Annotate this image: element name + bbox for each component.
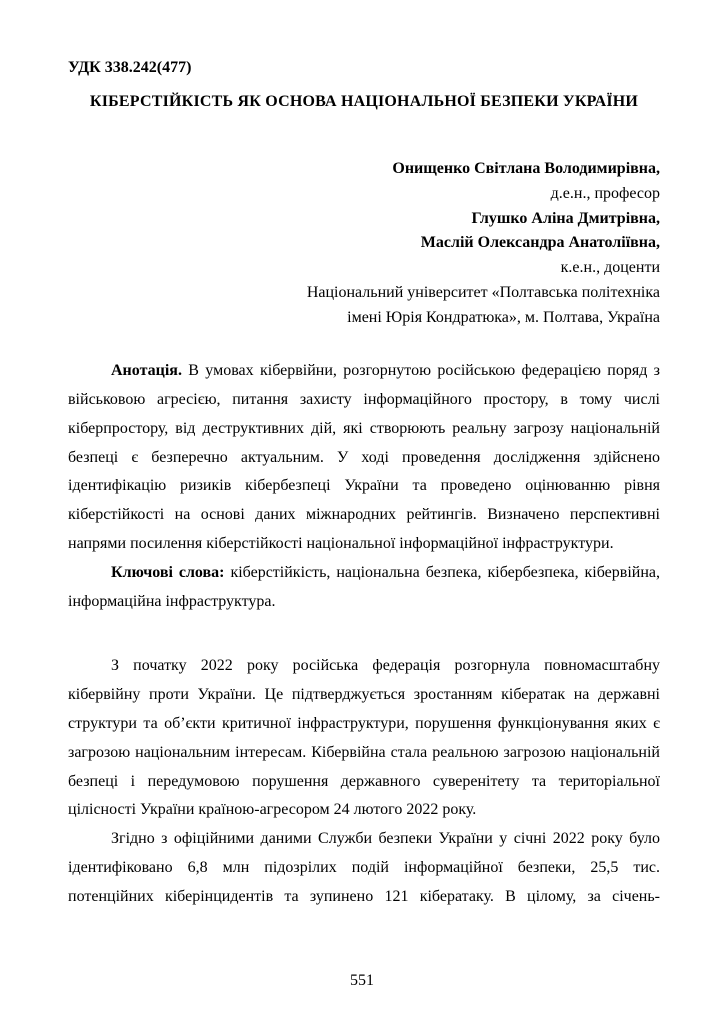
authors-block <box>68 157 660 332</box>
page-number: 551 <box>350 971 374 989</box>
author-name: Глушко Аліна Дмитрівна, <box>471 209 660 227</box>
author-name: Маслій Олександра Анатоліївна, <box>420 234 660 252</box>
author-degree: д.е.н., професор <box>550 184 660 202</box>
keywords-label: Ключові слова: <box>111 563 225 581</box>
body-paragraph: З початку 2022 року російська федерація розгорнула повномасштабну кібервійну проти України. Це підтверджується зростанням кібератак на державні структури та об’єкти критичної інфраструктури, порушення функціонування яких є загрозою національним інтересам. Кібервійна стала реальною загрозою національній безпеці і передумовою порушення державного суверенітету та територіальної цілісності України країною-агресором 24 лютого 2022 року. <box>68 657 660 819</box>
keywords-paragraph <box>68 559 660 617</box>
affiliation-line: Національний університет «Полтавська політехніка <box>306 284 660 302</box>
author-degree: к.е.н., доценти <box>560 259 660 277</box>
udc-code: УДК 338.242(477) <box>68 59 192 76</box>
body-paragraph: Згідно з офіційними даними Служби безпеки України у січні 2022 року було ідентифіковано 6,8 млн підозрілих подій інформаційної безпеки, 25,5 тис. потенційних кіберінцидентів та зупинено 121 кібератаку. В цілому, за січень- <box>68 830 660 905</box>
author-name: Онищенко Світлана Володимирівна, <box>392 159 660 177</box>
keywords-text: кіберстійкість, національна безпека, кібербезпека, кібервійна, інформаційна інфраструктура. <box>68 563 660 610</box>
abstract-label: Анотація. <box>111 362 182 380</box>
abstract-paragraph <box>68 357 660 559</box>
affiliation-line: імені Юрія Кондратюка», м. Полтава, Україна <box>347 309 660 327</box>
article-title: КІБЕРСТІЙКІСТЬ ЯК ОСНОВА НАЦІОНАЛЬНОЇ БЕЗПЕКИ УКРАЇНИ <box>89 92 639 110</box>
abstract-text: В умовах кібервійни, розгорнутою російською федерацією поряд з військовою агресією, питання захисту інформаційного простору, в тому числі кіберпростору, від деструктивних дій, які створюють реальну загрозу національній безпеці є безперечно актуальним. У ході проведення дослідження здійснено ідентифікацію ризиків кібербезпеці України та проведено оцінюванню рівня кіберстійкості на основі даних міжнародних рейтингів. Визначено перспективні напрями посилення кіберстійкості національної інформаційної інфраструктури. <box>68 362 660 553</box>
